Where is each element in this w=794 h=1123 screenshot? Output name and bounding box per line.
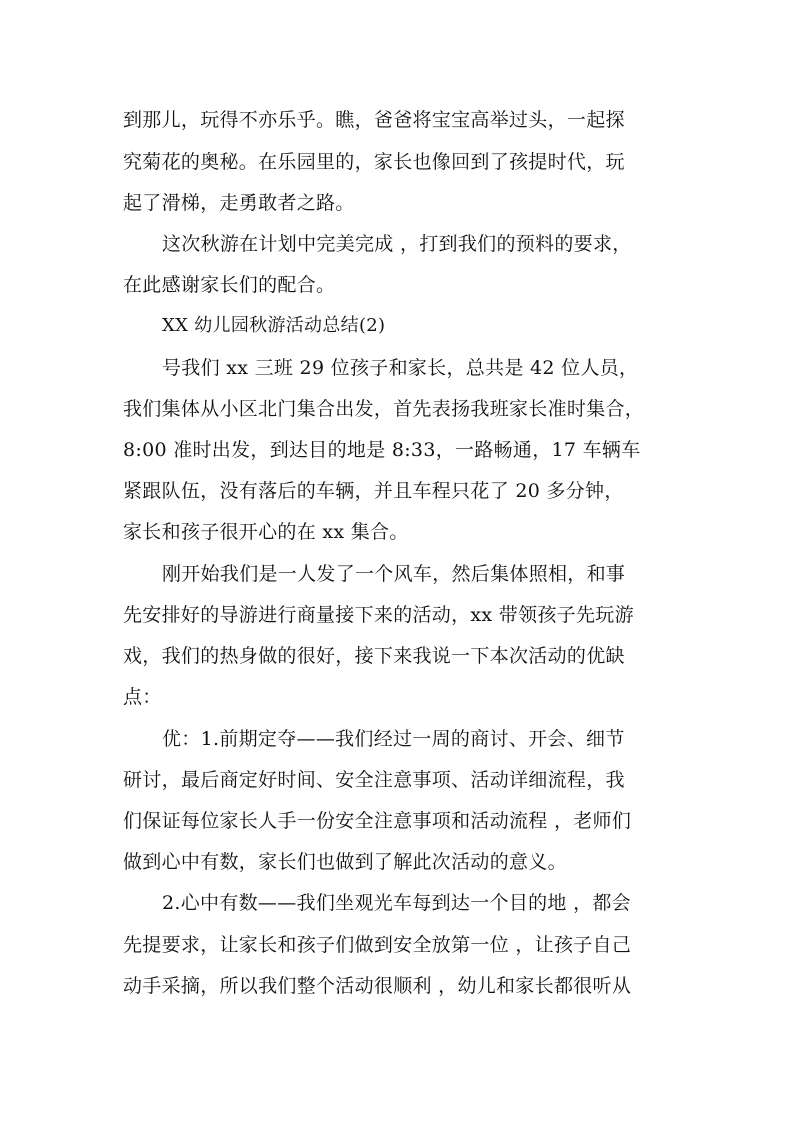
paragraph-line: 们保证每位家长人手一份安全注意事项和活动流程 ，老师们 (123, 810, 632, 832)
paragraph-line: 做到心中有数，家长们也做到了解此次活动的意义。 (123, 851, 567, 873)
paragraph-line: 优：1.前期定夺——我们经过一周的商讨、开会、细节 (162, 728, 625, 750)
paragraph-line: 我们集体从小区北门集合出发，首先表扬我班家长准时集合， (123, 398, 645, 420)
paragraph-line: 到那儿，玩得不亦乐乎。瞧，爸爸将宝宝高举过头，一起探 (123, 109, 625, 131)
paragraph-line: 8:00 准时出发，到达目的地是 8:33，一路畅通，17 车辆车 (123, 439, 641, 461)
paragraph-line: 动手采摘，所以我们整个活动很顺利 ，幼儿和家长都很听从 (123, 975, 632, 997)
paragraph-line: 究菊花的奥秘。在乐园里的，家长也像回到了孩提时代，玩 (123, 151, 625, 173)
paragraph-line: 点： (123, 686, 162, 708)
paragraph-line: 家长和孩子很开心的在 xx 集合。 (123, 521, 409, 543)
section-title: XX 幼儿园秋游活动总结(2) (162, 315, 386, 336)
paragraph-line: 在此感谢家长们的配合。 (123, 274, 336, 296)
paragraph-line: 先安排好的导游进行商量接下来的活动，xx 带领孩子先玩游 (123, 604, 634, 626)
paragraph-line: 刚开始我们是一人发了一个风车，然后集体照相，和事 (162, 563, 626, 585)
paragraph-line: 号我们 xx 三班 29 位孩子和家长，总共是 42 位人员， (162, 357, 639, 379)
paragraph-line: 这次秋游在计划中完美完成 ，打到我们的预料的要求， (162, 233, 632, 255)
paragraph-line: 戏，我们的热身做的很好，接下来我说一下本次活动的优缺 (123, 645, 625, 667)
paragraph-line: 紧跟队伍，没有落后的车辆，并且车程只花了 20 多分钟， (123, 480, 624, 502)
paragraph-line: 2.心中有数——我们坐观光车每到达一个目的地 ，都会 (162, 892, 631, 914)
paragraph-line: 研讨，最后商定好时间、安全注意事项、活动详细流程，我 (123, 769, 625, 791)
paragraph-line: 起了滑梯，走勇敢者之路。 (123, 192, 355, 214)
paragraph-line: 先提要求，让家长和孩子们做到安全放第一位 ，让孩子自己 (123, 934, 632, 956)
